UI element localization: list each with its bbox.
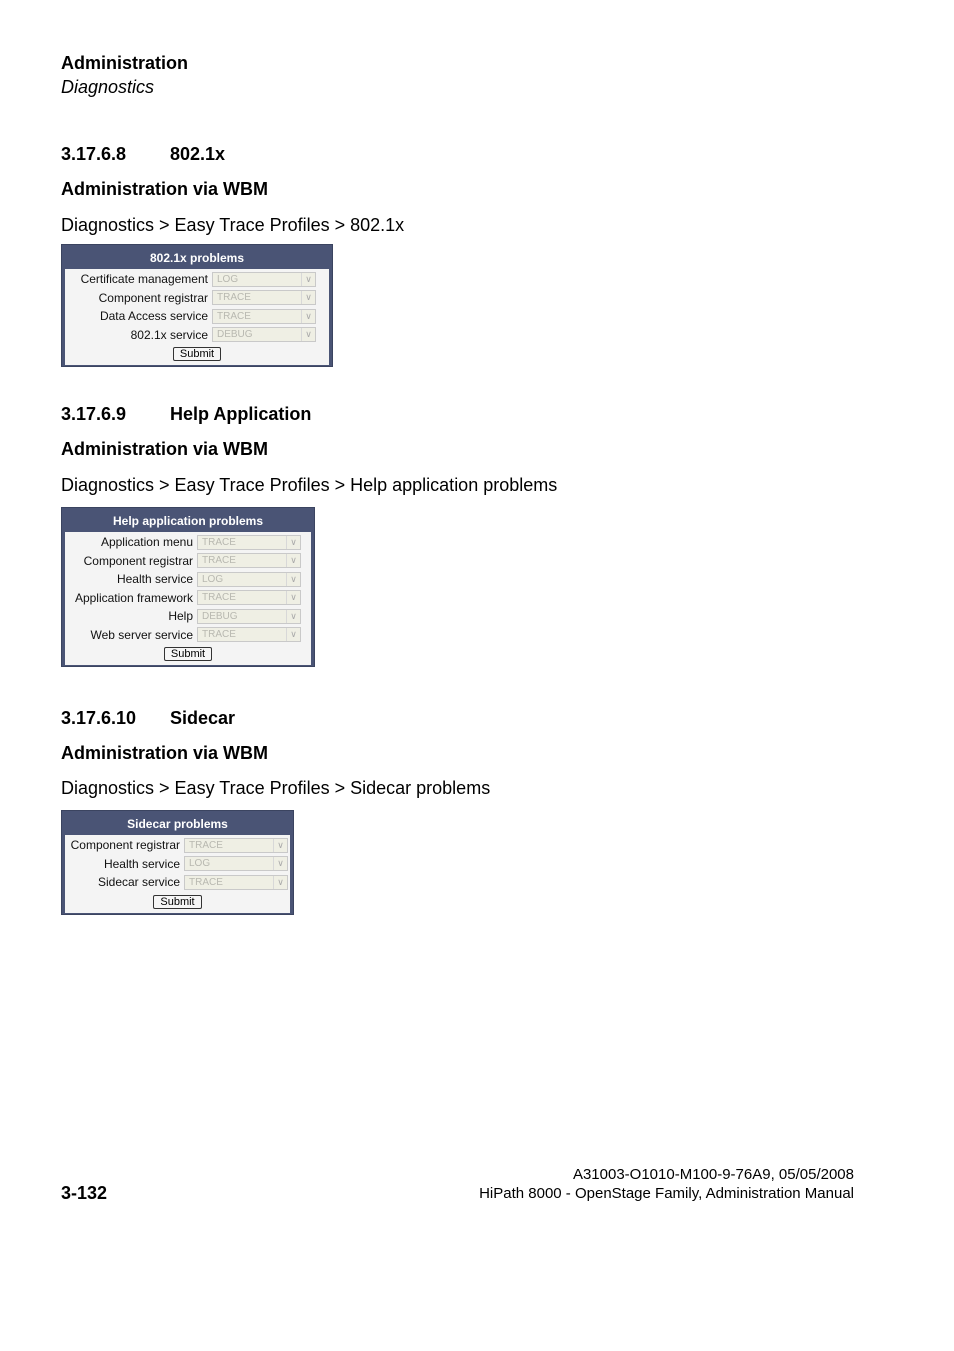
- form-row: [67, 290, 327, 307]
- trace-level-select[interactable]: [184, 838, 288, 853]
- row-label: Health service: [116, 572, 193, 587]
- panel-8021x-problems: [61, 244, 333, 367]
- row-label: Help: [168, 609, 193, 624]
- trace-level-select[interactable]: [197, 627, 301, 642]
- chevron-down-icon[interactable]: ∨: [286, 554, 300, 567]
- form-row: [67, 856, 288, 873]
- row-label: Application framework: [74, 590, 193, 605]
- panel-body: [65, 532, 311, 665]
- trace-level-select[interactable]: [197, 553, 301, 568]
- panel-title: Sidecar problems: [127, 817, 228, 831]
- chevron-down-icon[interactable]: ∨: [286, 610, 300, 623]
- subheading: Administration via WBM: [61, 179, 269, 199]
- submit-row: [67, 893, 288, 911]
- form-row: [67, 534, 309, 551]
- row-label: Component registrar: [70, 838, 180, 853]
- submit-button[interactable]: Submit: [173, 347, 221, 361]
- form-row: [67, 874, 288, 891]
- chevron-down-icon[interactable]: ∨: [286, 573, 300, 586]
- select-value: LOG: [202, 573, 224, 585]
- trace-level-select[interactable]: [212, 327, 316, 342]
- form-row: [67, 837, 288, 854]
- panel-body: [65, 269, 329, 365]
- page-number: 3-132: [61, 1183, 108, 1203]
- select-value: TRACE: [202, 592, 236, 604]
- trace-level-select[interactable]: [184, 875, 288, 890]
- form-row: [67, 271, 327, 288]
- form-row: [67, 608, 309, 625]
- submit-row: [67, 645, 309, 663]
- chevron-down-icon[interactable]: ∨: [301, 310, 315, 323]
- subheading: Administration via WBM: [61, 743, 269, 763]
- subheading: Administration via WBM: [61, 439, 269, 459]
- row-label: Data Access service: [99, 309, 208, 324]
- submit-row: [67, 345, 327, 363]
- select-value: TRACE: [217, 292, 251, 304]
- select-value: LOG: [217, 273, 239, 285]
- panel-body: [65, 835, 290, 913]
- trace-level-select[interactable]: [197, 572, 301, 587]
- chevron-down-icon[interactable]: ∨: [273, 857, 287, 870]
- select-value: DEBUG: [202, 610, 238, 622]
- submit-button[interactable]: Submit: [153, 895, 201, 909]
- form-row: [67, 627, 309, 644]
- select-value: DEBUG: [217, 329, 253, 341]
- trace-level-select[interactable]: [197, 590, 301, 605]
- row-label: Component registrar: [83, 553, 193, 568]
- section-title: Help Application: [170, 404, 312, 424]
- trace-level-select[interactable]: [184, 856, 288, 871]
- panel-sidecar-problems: [61, 810, 294, 915]
- row-label: Application menu: [100, 535, 193, 550]
- chevron-down-icon[interactable]: ∨: [301, 328, 315, 341]
- row-label: 802.1x service: [130, 327, 208, 342]
- select-value: TRACE: [189, 876, 223, 888]
- select-value: LOG: [189, 858, 211, 870]
- form-row: [67, 590, 309, 607]
- chevron-down-icon[interactable]: ∨: [286, 628, 300, 641]
- form-row: [67, 308, 327, 325]
- menu-path: Diagnostics > Easy Trace Profiles > Help application problems: [61, 475, 558, 495]
- submit-button[interactable]: Submit: [164, 647, 212, 661]
- trace-level-select[interactable]: [212, 272, 316, 287]
- menu-path: Diagnostics > Easy Trace Profiles > Sidecar problems: [61, 778, 491, 798]
- section-number: 3.17.6.10: [61, 708, 137, 728]
- section-number: 3.17.6.9: [61, 404, 127, 424]
- footer-manual-title: HiPath 8000 - OpenStage Family, Administration Manual: [479, 1185, 854, 1202]
- section-title: Sidecar: [170, 708, 236, 728]
- trace-level-select[interactable]: [212, 309, 316, 324]
- row-label: Component registrar: [98, 290, 208, 305]
- form-row: [67, 571, 309, 588]
- row-label: Web server service: [90, 627, 193, 642]
- menu-path: Diagnostics > Easy Trace Profiles > 802.1x: [61, 215, 405, 235]
- panel-help-application-problems: [61, 507, 315, 667]
- section-title: 802.1x: [170, 144, 226, 164]
- select-value: TRACE: [202, 536, 236, 548]
- select-value: TRACE: [217, 310, 251, 322]
- running-header-subtitle: Diagnostics: [61, 77, 155, 97]
- row-label: Certificate management: [80, 272, 208, 287]
- section-number: 3.17.6.8: [61, 144, 127, 164]
- chevron-down-icon[interactable]: ∨: [286, 536, 300, 549]
- form-row: [67, 327, 327, 344]
- chevron-down-icon[interactable]: ∨: [286, 591, 300, 604]
- trace-level-select[interactable]: [197, 609, 301, 624]
- chevron-down-icon[interactable]: ∨: [273, 839, 287, 852]
- chevron-down-icon[interactable]: ∨: [301, 291, 315, 304]
- trace-level-select[interactable]: [212, 290, 316, 305]
- select-value: TRACE: [202, 629, 236, 641]
- chevron-down-icon[interactable]: ∨: [273, 876, 287, 889]
- form-row: [67, 553, 309, 570]
- footer-document-id: A31003-O1010-M100-9-76A9, 05/05/2008: [572, 1166, 854, 1183]
- chevron-down-icon[interactable]: ∨: [301, 273, 315, 286]
- select-value: TRACE: [202, 555, 236, 567]
- select-value: TRACE: [189, 839, 223, 851]
- trace-level-select[interactable]: [197, 535, 301, 550]
- running-header-title: Administration: [61, 53, 189, 73]
- row-label: Health service: [103, 856, 180, 871]
- row-label: Sidecar service: [97, 875, 180, 890]
- panel-title: Help application problems: [112, 514, 264, 528]
- panel-title: 802.1x problems: [149, 251, 245, 265]
